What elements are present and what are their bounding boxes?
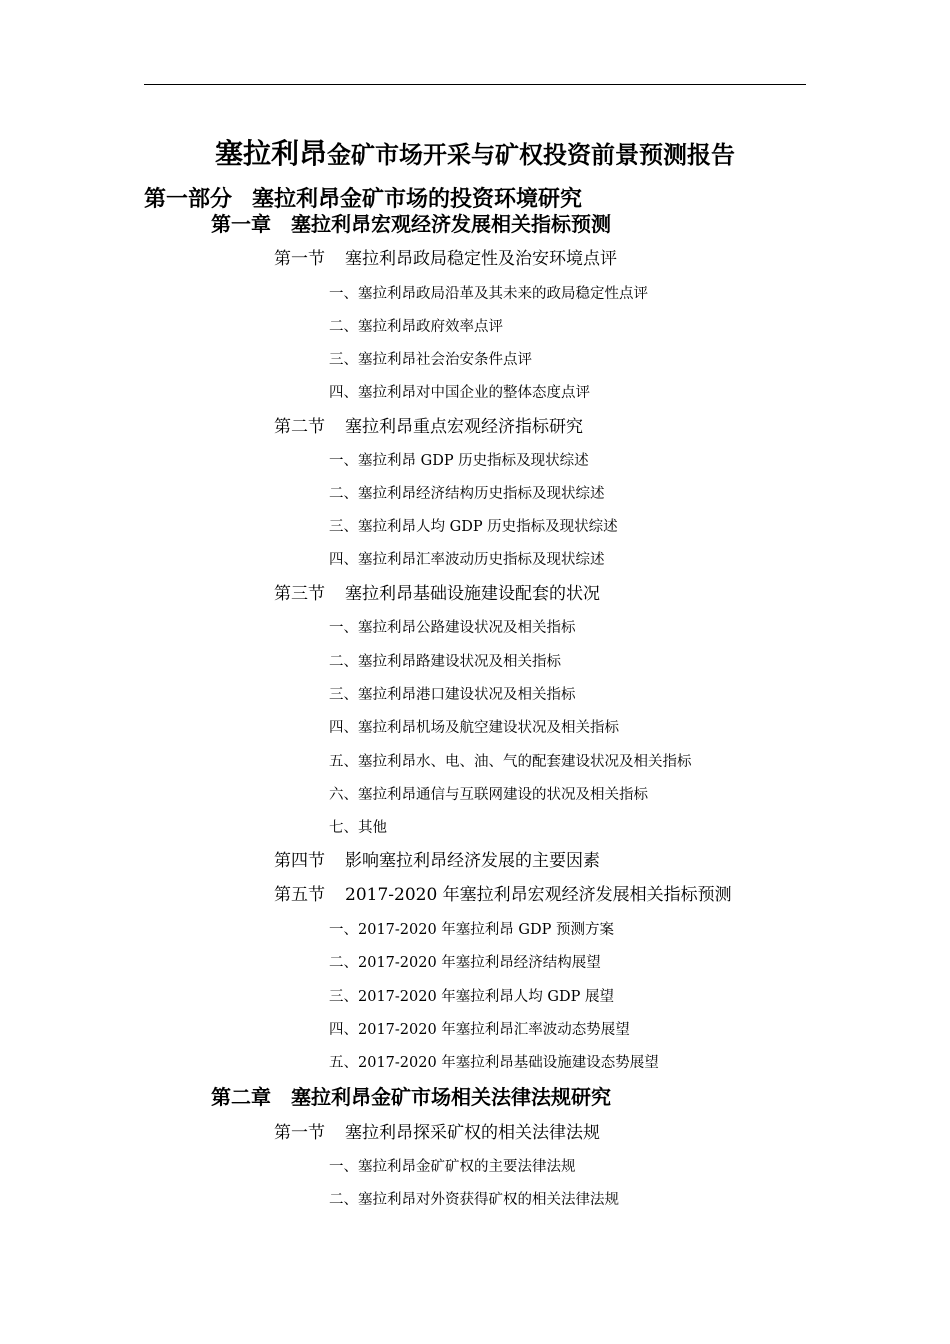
- toc-item: 四、塞拉利昂机场及航空建设状况及相关指标: [329, 720, 619, 736]
- toc-item: 二、2017-2020 年塞拉利昂经济结构展望: [329, 955, 601, 971]
- toc-item: 二、塞拉利昂经济结构历史指标及现状综述: [329, 486, 605, 502]
- title-rest: 金矿市场开采与矿权投资前景预测报告: [327, 140, 735, 169]
- toc-item: 三、塞拉利昂港口建设状况及相关指标: [329, 687, 576, 703]
- toc-part: 第一部分 塞拉利昂金矿市场的投资环境研究: [144, 186, 583, 212]
- header-rule: [144, 84, 806, 85]
- document-title: [0, 132, 950, 172]
- toc-chapter: 第二章 塞拉利昂金矿市场相关法律法规研究: [211, 1085, 611, 1109]
- toc-section: 第五节 2017-2020 年塞拉利昂宏观经济发展相关指标预测: [274, 885, 732, 905]
- toc-section: 第四节 影响塞拉利昂经济发展的主要因素: [274, 851, 600, 871]
- toc-item: 二、塞拉利昂政府效率点评: [329, 319, 503, 335]
- toc-item: 五、2017-2020 年塞拉利昂基础设施建设态势展望: [329, 1055, 659, 1071]
- toc-item: 四、2017-2020 年塞拉利昂汇率波动态势展望: [329, 1022, 630, 1038]
- toc-section: 第三节 塞拉利昂基础设施建设配套的状况: [274, 584, 600, 604]
- toc-chapter: 第一章 塞拉利昂宏观经济发展相关指标预测: [211, 212, 611, 236]
- toc-item: 三、2017-2020 年塞拉利昂人均 GDP 展望: [329, 989, 614, 1005]
- toc-item: 三、塞拉利昂人均 GDP 历史指标及现状综述: [329, 519, 618, 535]
- toc-item: 二、塞拉利昂路建设状况及相关指标: [329, 654, 561, 670]
- toc-item: 三、塞拉利昂社会治安条件点评: [329, 352, 532, 368]
- toc-item: 四、塞拉利昂汇率波动历史指标及现状综述: [329, 552, 605, 568]
- toc-item: 五、塞拉利昂水、电、油、气的配套建设状况及相关指标: [329, 754, 692, 770]
- toc-item: 二、塞拉利昂对外资获得矿权的相关法律法规: [329, 1192, 619, 1208]
- toc-section: 第一节 塞拉利昂政局稳定性及治安环境点评: [274, 249, 617, 269]
- title-country: 塞拉利昂: [214, 137, 327, 170]
- toc-section: 第一节 塞拉利昂探采矿权的相关法律法规: [274, 1123, 600, 1143]
- toc-item: 六、塞拉利昂通信与互联网建设的状况及相关指标: [329, 787, 648, 803]
- toc-item: 四、塞拉利昂对中国企业的整体态度点评: [329, 385, 590, 401]
- toc-item: 一、塞拉利昂政局沿革及其未来的政局稳定性点评: [329, 286, 648, 302]
- toc-section: 第二节 塞拉利昂重点宏观经济指标研究: [274, 417, 583, 437]
- toc-item: 一、塞拉利昂公路建设状况及相关指标: [329, 620, 576, 636]
- toc-item: 七、其他: [329, 820, 387, 836]
- toc-item: 一、塞拉利昂 GDP 历史指标及现状综述: [329, 453, 589, 469]
- toc-item: 一、2017-2020 年塞拉利昂 GDP 预测方案: [329, 922, 614, 938]
- toc-item: 一、塞拉利昂金矿矿权的主要法律法规: [329, 1159, 576, 1175]
